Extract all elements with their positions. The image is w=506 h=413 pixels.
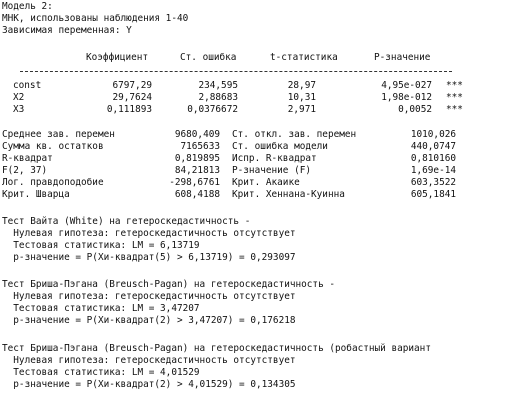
row-p: 0,0052: [398, 104, 432, 115]
stat-label: Сумма кв. остатков: [2, 141, 104, 152]
stat-label: Крит. Шварца: [2, 189, 70, 200]
row-significance: ***: [446, 80, 463, 91]
test-pvalue: р-значение = P(Хи-квадрат(2) > 3,47207) = 0,176218: [2, 315, 296, 326]
stat-row: [2, 129, 504, 141]
col-std-error: Ст. ошибка: [180, 52, 237, 63]
table-divider: [20, 71, 452, 72]
test-statistic: Тестовая статистика: LM = 3,47207: [2, 303, 200, 314]
stat-value: 84,21813: [174, 165, 220, 176]
stat-value: 0,810160: [410, 153, 456, 164]
test-pvalue: р-значение = P(Хи-квадрат(2) > 4,01529) = 0,134305: [2, 379, 296, 390]
stat-row: [2, 177, 504, 189]
stat-value: 1,69e-14: [410, 165, 456, 176]
row-t: 2,971: [287, 104, 316, 115]
stat-value: 9680,409: [174, 129, 220, 140]
stat-value: -298,6761: [169, 177, 220, 188]
stat-value: 440,0747: [410, 141, 456, 152]
test-pvalue: р-значение = P(Хи-квадрат(5) > 6,13719) = 0,293097: [2, 252, 296, 263]
stat-label: Среднее зав. перемен: [2, 129, 115, 140]
col-coefficient: Коэффициент: [86, 52, 149, 63]
stat-row: [2, 189, 504, 201]
row-t: 10,31: [287, 92, 316, 103]
stat-label: Ст. ошибка модели: [232, 141, 328, 152]
test-title: Тест Бриша-Пэгана (Breusch-Pagan) на гетероскедастичность -: [2, 279, 336, 290]
row-p: 1,98e-012: [381, 92, 432, 103]
row-name: X2: [13, 92, 25, 103]
stat-label: Испр. R-квадрат: [232, 153, 317, 164]
method-line: МНК, использованы наблюдения 1-40: [2, 13, 189, 24]
row-coef: 29,7624: [112, 92, 152, 103]
stat-value: 603,3522: [410, 177, 456, 188]
stat-row: [2, 141, 504, 153]
table-header: [2, 52, 504, 64]
model-title: Модель 2:: [2, 1, 53, 12]
stat-label: Крит. Акаике: [232, 177, 300, 188]
row-se: 2,88683: [198, 92, 238, 103]
row-se: 0,0376672: [187, 104, 238, 115]
stat-value: 605,1841: [410, 189, 456, 200]
stat-value: 7165633: [180, 141, 220, 152]
stat-row: [2, 153, 504, 165]
col-t-stat: t-статистика: [270, 52, 338, 63]
row-significance: ***: [446, 92, 463, 103]
stat-label: Крит. Хеннана-Куинна: [232, 189, 345, 200]
stat-value: 0,819895: [174, 153, 220, 164]
table-row: [2, 92, 504, 104]
row-p: 4,95e-027: [381, 80, 432, 91]
row-se: 234,595: [198, 80, 238, 91]
stat-label: Лог. правдоподобие: [2, 177, 104, 188]
row-significance: ***: [446, 104, 463, 115]
test-statistic: Тестовая статистика: LM = 6,13719: [2, 240, 200, 251]
table-row: [2, 104, 504, 116]
stat-value: 1010,026: [410, 129, 456, 140]
stat-label: F(2, 37): [2, 165, 48, 176]
test-hypothesis: Нулевая гипотеза: гетероскедастичность отсутствует: [2, 228, 296, 239]
stat-label: Р-значение (F): [232, 165, 312, 176]
row-coef: 6797,29: [112, 80, 152, 91]
test-hypothesis: Нулевая гипотеза: гетероскедастичность отсутствует: [2, 291, 296, 302]
row-t: 28,97: [287, 80, 316, 91]
stat-label: Ст. откл. зав. перемен: [232, 129, 357, 140]
stat-value: 608,4188: [174, 189, 220, 200]
table-row: [2, 80, 504, 92]
stat-label: R-квадрат: [2, 153, 53, 164]
test-statistic: Тестовая статистика: LM = 4,01529: [2, 367, 200, 378]
stat-row: [2, 165, 504, 177]
row-name: X3: [13, 104, 25, 115]
row-coef: 0,111893: [106, 104, 152, 115]
col-p-value: P-значение: [374, 52, 431, 63]
dependent-variable: Зависимая переменная: Y: [2, 25, 132, 36]
test-title: Тест Вайта (White) на гетероскедастичность -: [2, 216, 251, 227]
test-hypothesis: Нулевая гипотеза: гетероскедастичность отсутствует: [2, 355, 296, 366]
test-title: Тест Бриша-Пэгана (Breusch-Pagan) на гетероскедастичность (робастный вариант: [2, 343, 431, 354]
row-name: const: [13, 80, 42, 91]
